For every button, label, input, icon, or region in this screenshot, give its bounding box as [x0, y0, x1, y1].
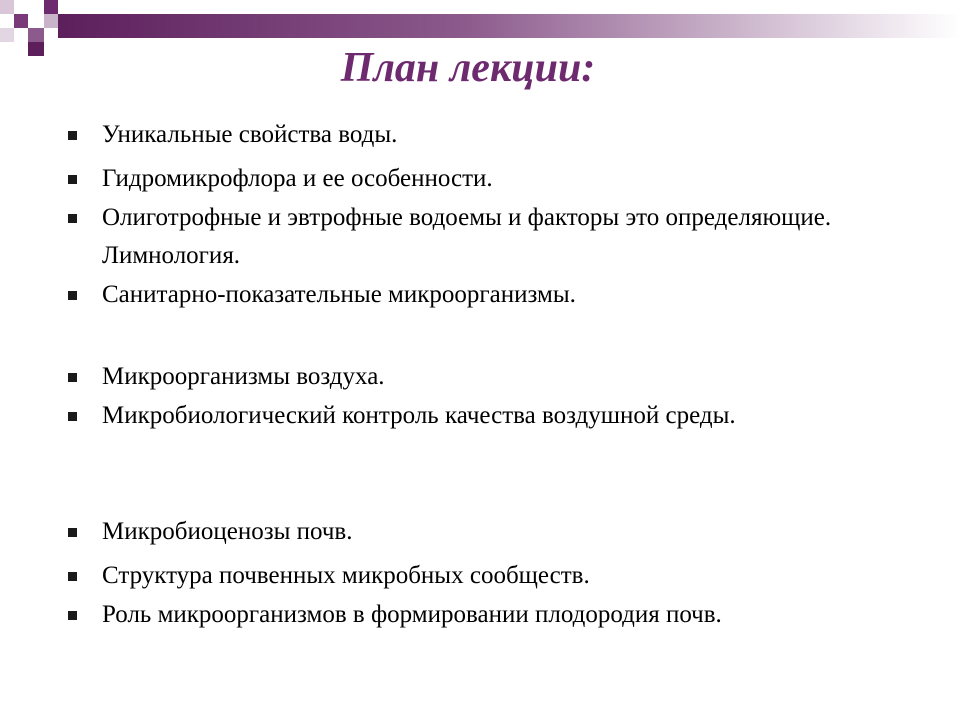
bullet-square-icon	[68, 175, 77, 184]
header-gradient-band	[58, 14, 960, 38]
bullet-square-icon	[68, 611, 77, 620]
deco-square-2	[44, 0, 58, 14]
bullet-text: Олиготрофные и эвтрофные водоемы и факторы это определяющие. Лимнология.	[102, 204, 832, 269]
slide-title: План лекции:	[340, 45, 596, 91]
bullet-text: Микроорганизмы воздуха.	[102, 363, 385, 390]
bullet-text: Гидромикрофлора и ее особенности.	[102, 165, 493, 192]
bullet-square-icon	[68, 214, 77, 223]
bullet-text: Роль микроорганизмов в формировании плодородия почв.	[102, 601, 722, 628]
bullet-text: Микробиоценозы почв.	[102, 518, 353, 545]
deco-square-1	[0, 0, 14, 14]
deco-square-3	[14, 14, 28, 28]
deco-square-4	[28, 14, 44, 28]
bullet-text: Структура почвенных микробных сообществ.	[102, 562, 590, 589]
bullet-square-icon	[68, 528, 77, 537]
bullet-square-icon	[68, 291, 77, 300]
bullet-text: Микробиологический контроль качества воздушной среды.	[102, 402, 736, 429]
bullet-square-icon	[68, 131, 77, 140]
bullet-text: Санитарно-показательные микроорганизмы.	[102, 281, 576, 308]
bullet-text: Уникальные свойства воды.	[102, 121, 398, 148]
bullet-square-icon	[68, 572, 77, 581]
bullet-square-icon	[68, 412, 77, 421]
deco-square-5	[44, 14, 58, 28]
bullet-square-icon	[68, 373, 77, 382]
